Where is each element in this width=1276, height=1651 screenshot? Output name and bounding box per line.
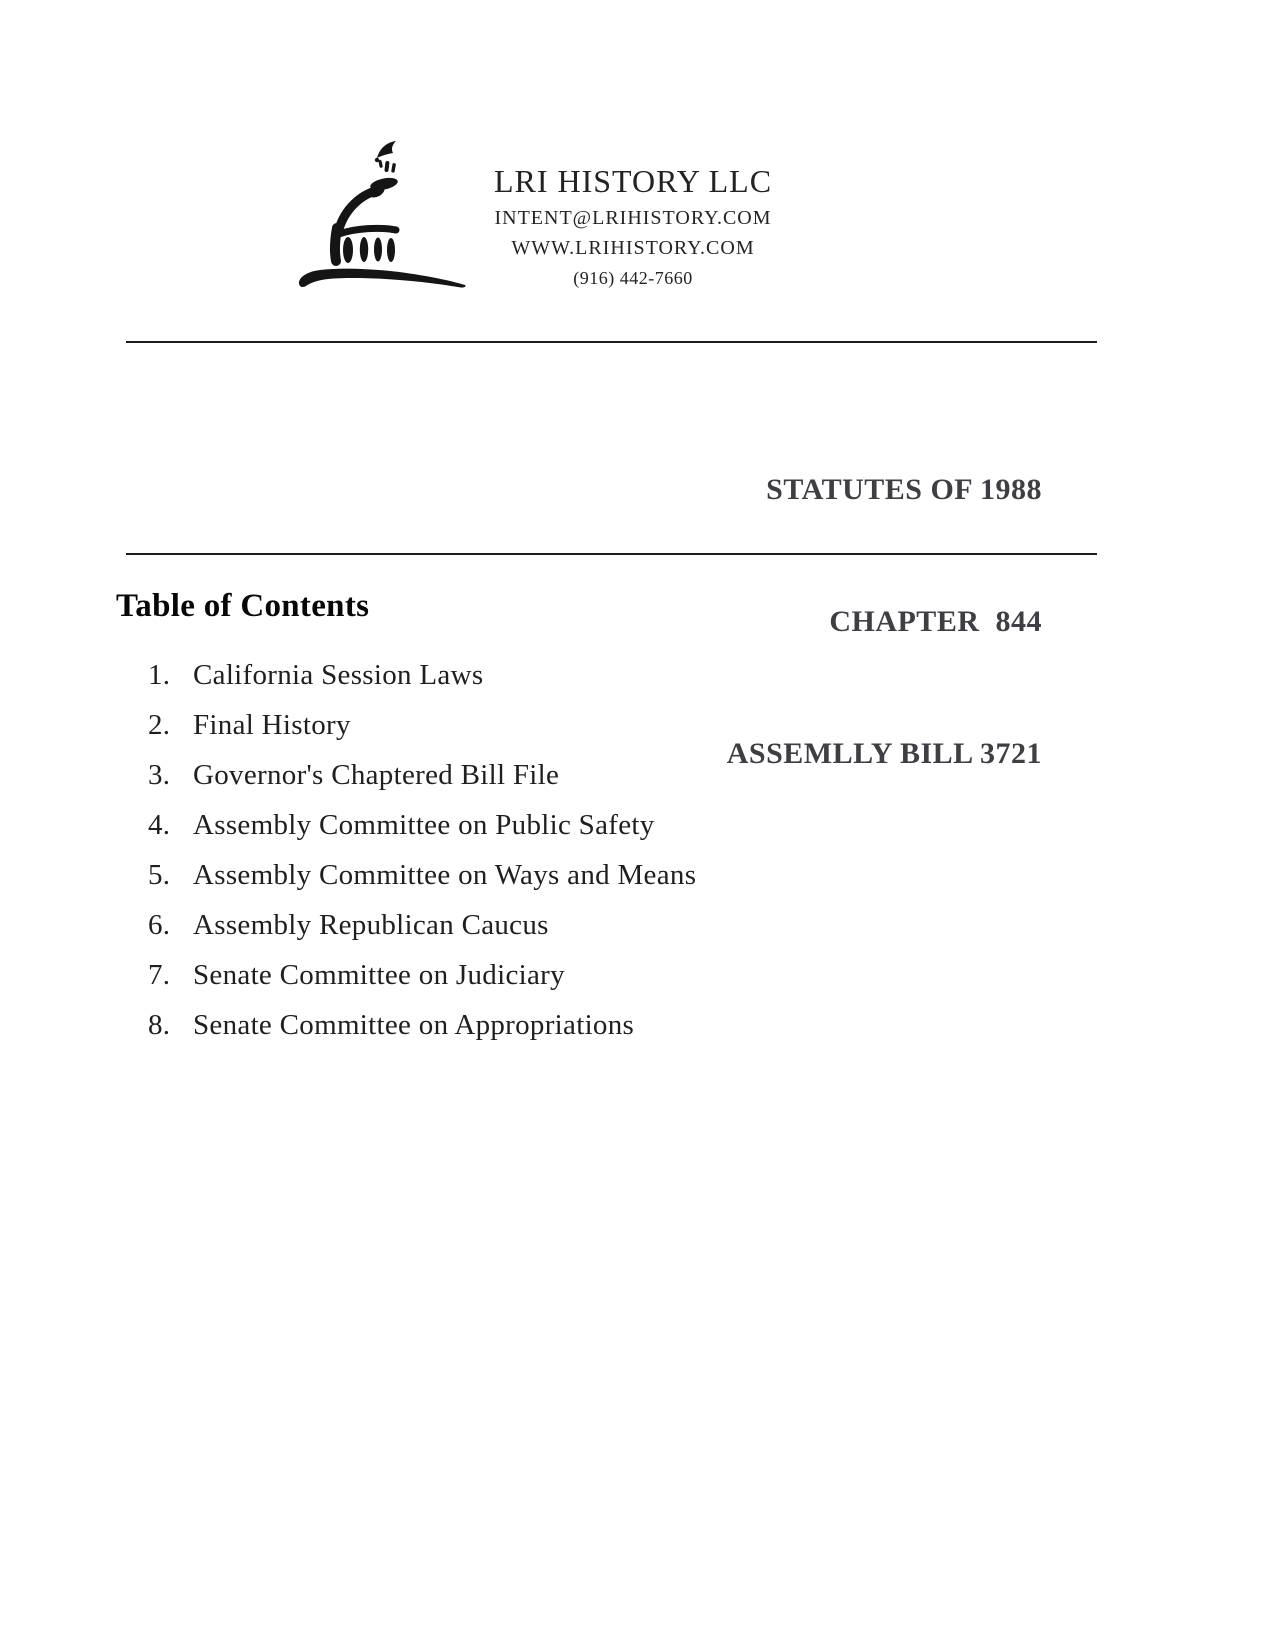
company-name: LRI HISTORY LLC (493, 163, 773, 199)
company-email: INTENT@LRIHISTORY.COM (494, 207, 772, 229)
assembly-bill-line: ASSEMLLY BILL 3721 (726, 737, 1042, 770)
toc-item (0, 950, 1100, 1000)
statutes-year-line: STATUTES OF 1988 (766, 473, 1042, 506)
toc-item-number: 1. (148, 659, 171, 691)
toc-item-label: Governor's Chaptered Bill File (193, 759, 560, 791)
toc-item-number: 6. (148, 909, 171, 941)
toc-item-label: Senate Committee on Judiciary (193, 959, 565, 991)
toc-item (0, 850, 1100, 900)
toc-list (0, 650, 1100, 1050)
divider-top (126, 341, 1097, 343)
toc-item-number: 8. (148, 1009, 171, 1041)
toc-item-number: 3. (148, 759, 171, 791)
toc-heading: Table of Contents (116, 588, 370, 624)
toc-item (0, 700, 1100, 750)
toc-item (0, 750, 1100, 800)
toc-item (0, 900, 1100, 950)
toc-item-number: 5. (148, 859, 171, 891)
chapter-line: CHAPTER 844 (829, 605, 1042, 638)
toc-item-number: 2. (148, 709, 171, 741)
toc-item-label: Final History (193, 709, 351, 741)
toc-item-label: Senate Committee on Appropriations (193, 1009, 635, 1041)
toc-item (0, 800, 1100, 850)
toc-item-number: 4. (148, 809, 171, 841)
toc-item-label: Assembly Committee on Public Safety (193, 809, 655, 841)
company-website: WWW.LRIHISTORY.COM (511, 237, 755, 259)
toc-item (0, 1000, 1100, 1050)
toc-item-label: Assembly Committee on Ways and Means (193, 859, 697, 891)
toc-item-label: Assembly Republican Caucus (193, 909, 549, 941)
toc-item-label: California Session Laws (193, 659, 484, 691)
toc-item (0, 650, 1100, 700)
toc-item-number: 7. (148, 959, 171, 991)
company-phone: (916) 442-7660 (573, 268, 693, 288)
